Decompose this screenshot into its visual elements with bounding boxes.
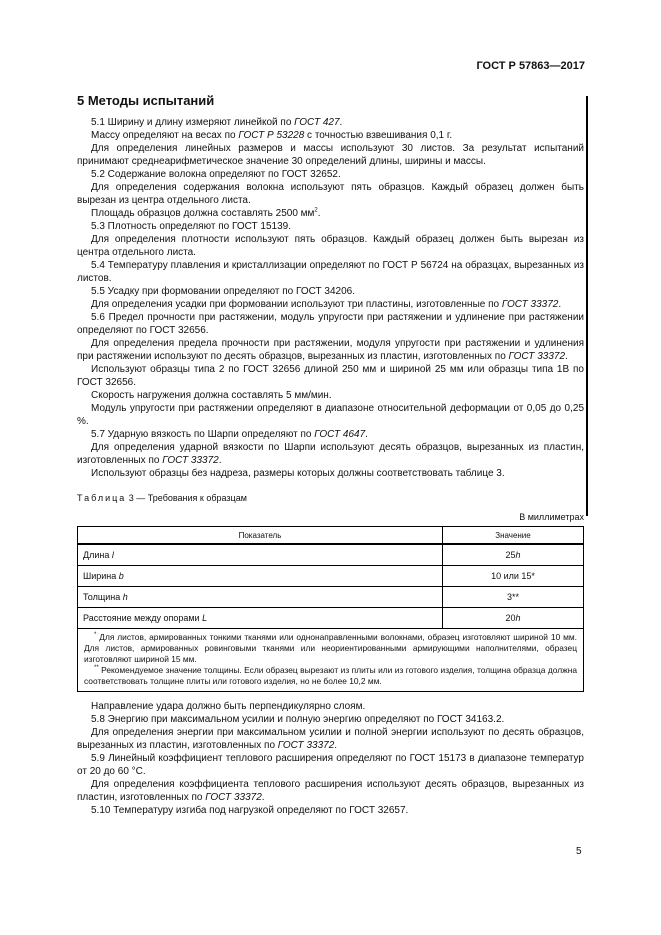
tensile-paragraph: Для определения предела прочности при растяжении, модуля упругости при растяжении и удлинения при растяжении используют по десять образцов, вырезанных из пластин, изготовленных по ГОСТ 33372. <box>77 338 584 362</box>
clause-5-7: 5.7 Ударную вязкость по Шарпи определяют по ГОСТ 4647. <box>91 429 368 440</box>
thermal-paragraph: Для определения коэффициента теплового расширения используют десять образцов, вырезанных из пластин, изготовленных по ГОСТ 33372. <box>77 779 584 803</box>
impact-paragraph: Направление удара должно быть перпендикулярно слоям. <box>91 701 366 712</box>
table-row <box>78 544 584 566</box>
row-value: 25h <box>443 544 584 566</box>
density-paragraph: Для определения плотности используют пять образцов. Каждый образец должен быть вырезан из центра отдельного листа. <box>77 234 584 258</box>
table-row <box>78 608 584 629</box>
modulus-paragraph: Модуль упругости при растяжении определяют в диапазоне относительной деформации от 0,05 до 0,25 %. <box>77 403 584 427</box>
row-value: 3** <box>443 587 584 608</box>
specimens-paragraph: Используют образцы типа 2 по ГОСТ 32656 длиной 250 мм и шириной 25 мм или образцы типа 1В по ГОСТ 32656. <box>77 364 584 388</box>
column-header: Значение <box>443 527 584 545</box>
section-title: 5 Методы испытаний <box>77 93 215 108</box>
table-units: В миллиметрах <box>519 512 584 522</box>
dims-paragraph: Для определения линейных размеров и массы используют 30 листов. За результат испытаний принимают среднеарифметическое значение 30 определений длины, ширины и массы. <box>77 143 584 167</box>
energy-paragraph: Для определения энергии при максимальном усилии и полной энергии используют по десять образцов, вырезанных из пластин, изготовленных по ГОСТ 33372. <box>77 727 584 751</box>
clause-5-6: 5.6 Предел прочности при растяжении, модуль упругости при растяжении и удлинение при растяжении определяют по ГОСТ 32656. <box>77 312 584 336</box>
shrink-paragraph: Для определения усадки при формовании используют три пластины, изготовленные по ГОСТ 33372. <box>91 299 562 310</box>
speed-paragraph: Скорость нагружения должна составлять 5 мм/мин. <box>91 390 332 401</box>
change-bar <box>586 96 588 516</box>
footnote-1: * Для листов, армированных тонкими тканями или однонаправленными волокнами, образец изготовляют шириной 10 мм. Для листов, армированных ровинговыми тканями или неориентированными армирующими наполнителями, образец изготовляют шириной 15 мм. <box>84 632 577 664</box>
clause-5-5: 5.5 Усадку при формовании определяют по ГОСТ 34206. <box>91 286 355 297</box>
clause-5-4: 5.4 Температуру плавления и кристаллизации определяют по ГОСТ Р 56724 на образцах, вырезанных из листов. <box>77 260 584 284</box>
page-number: 5 <box>576 846 582 857</box>
table-header-row <box>78 527 584 545</box>
mass-paragraph: Массу определяют на весах по ГОСТ Р 53228 с точностью взвешивания 0,1 г. <box>91 130 453 141</box>
charpy-paragraph: Для определения ударной вязкости по Шарпи используют десять образцов, вырезанных из пластин, изготовленных по ГОСТ 33372. <box>77 442 584 466</box>
row-label: Ширина b <box>78 566 443 587</box>
row-label: Толщина h <box>78 587 443 608</box>
notch-paragraph: Используют образцы без надреза, размеры которых должны соответствовать таблице 3. <box>91 468 505 479</box>
after-table-text <box>77 700 584 817</box>
column-header: Показатель <box>78 527 443 545</box>
clause-5-2: 5.2 Содержание волокна определяют по ГОСТ 32652. <box>91 169 341 180</box>
footnote-2: ** Рекомендуемое значение толщины. Если образец вырезают из плиты или из готового изделия, толщина образца должна соответствовать толщине плиты или готового изделия, но не более 10,2 мм. <box>84 665 577 686</box>
requirements-table <box>77 526 584 629</box>
clause-5-1: 5.1 Ширину и длину измеряют линейкой по ГОСТ 427. <box>91 117 343 128</box>
table-row <box>78 566 584 587</box>
table-footnotes <box>77 629 584 692</box>
table-caption: Таблица 3 — Требования к образцам <box>77 493 247 503</box>
clause-5-9: 5.9 Линейный коэффициент теплового расширения определяют по ГОСТ 15173 в диапазоне температур от 20 до 60 °C. <box>77 753 584 777</box>
document-id: ГОСТ Р 57863—2017 <box>476 60 585 72</box>
clause-5-3: 5.3 Плотность определяют по ГОСТ 15139. <box>91 221 291 232</box>
area-paragraph: Площадь образцов должна составлять 2500 $мм^2$. <box>91 207 321 219</box>
clause-5-8: 5.8 Энергию при максимальном усилии и полную энергию определяют по ГОСТ 34163.2. <box>91 714 505 725</box>
row-value: 20h <box>443 608 584 629</box>
clause-5-10: 5.10 Температуру изгиба под нагрузкой определяют по ГОСТ 32657. <box>91 805 409 816</box>
table-row <box>78 587 584 608</box>
row-label: Длина l <box>78 544 443 566</box>
page-content <box>77 93 584 817</box>
row-value: 10 или 15* <box>443 566 584 587</box>
row-label: Расстояние между опорами L <box>78 608 443 629</box>
fiber-paragraph: Для определения содержания волокна используют пять образцов. Каждый образец должен быть вырезан из центра отдельного листа. <box>77 182 584 206</box>
